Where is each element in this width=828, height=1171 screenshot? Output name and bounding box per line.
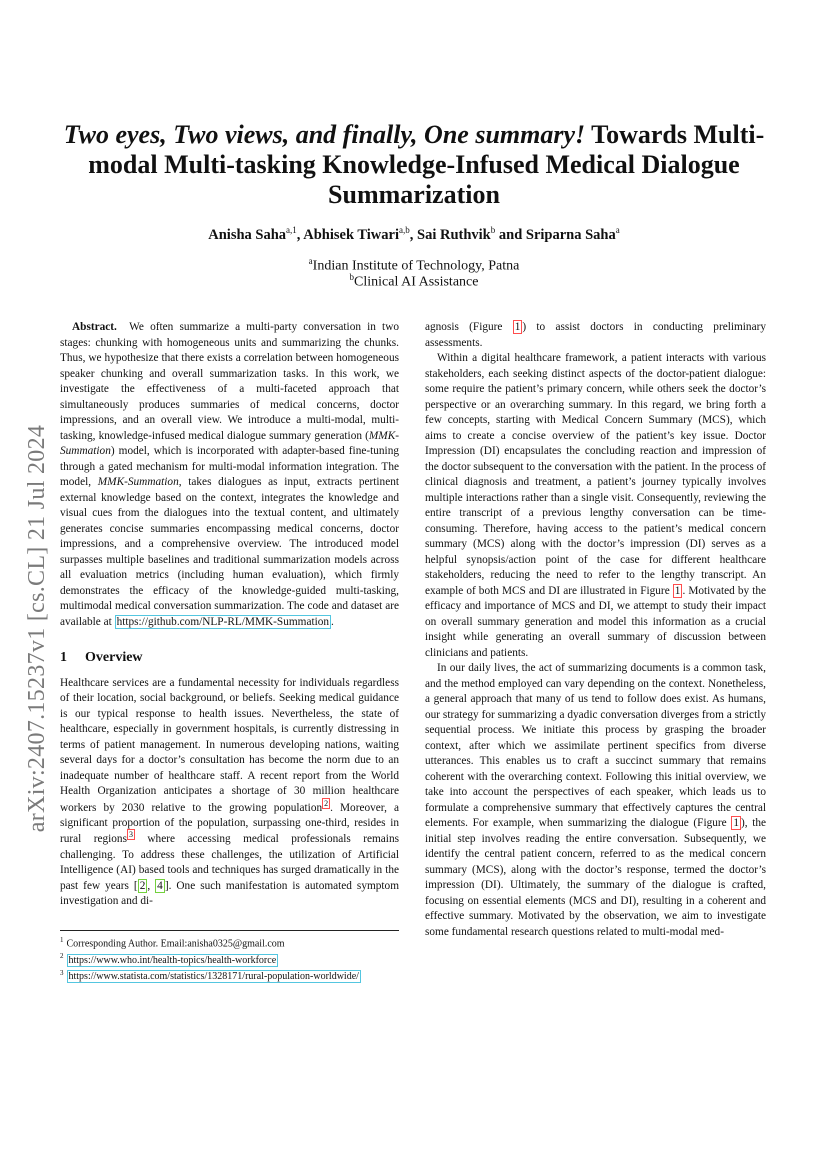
abstract-label: Abstract. xyxy=(72,321,117,333)
author-list: Anisha Saha$^{a,1}$, Abhisek Tiwari$^{a,b}$, Sai Ruthvik$^b$ and Sriparna Saha$^a$ xyxy=(208,225,620,243)
author-affil-mark: a xyxy=(615,225,620,235)
author-name: Sai Ruthvik xyxy=(417,226,491,243)
author-name: Anisha Saha xyxy=(208,226,287,243)
paragraph: Within a digital healthcare framework, a patient interacts with various stakeholders, each seeking distinct aspects of the doctor-patient dialogue: some require the patient’s primary concern, while others seek the doctor’s perspective or an overarching summary. In this regard, we bring forth a few concepts, starting with Medical Concern Summary (MCS), which aims to create a concise overview of the patient’s key issue. Doctor Impression (DI) encapsulates the concluding reaction and impression of the doctor subsequent to the conversation with the patient. In the process of clinical diagnosis and treatment, a patient’s journey typically involves multiple interactions rather than a single visit. Consequently, reviewing the entire transcript of a previous lengthy conversation can be time-consuming. Therefore, having access to the patient’s medical concern summary (MCS) along with the doctor’s impression (DI) serves as a helpful synopsis/action point of the case for different healthcare stakeholders, reducing the need to refer to the lengthy transcript. An example of both MCS and DI are illustrated in Figure 1 . Motivated by the efficacy and importance of MCS and DI, we attempt to study their impact on overall summary generation and model this information as a crucial insight while generating an overall summary of discussion between clinicians and patients. xyxy=(425,352,767,659)
author-affil-mark: a,1 xyxy=(286,225,297,235)
author-affil-mark: a,b xyxy=(399,225,410,235)
abstract: Abstract. We often summarize a multi-party conversation in two stages: chunking with homogeneous units and summarizing the chunks. Thus, we hypothesize that there exists a correlation between homogeneous speaker chunking and overall summarization tasks. In this work, we investigate the effectiveness of a multi-faceted approach that simultaneously produces summaries of medical concerns, doctor impressions, and an overall view. We introduce a multi-modal, multi-tasking, knowledge-infused medical dialogue summary generation (MMK-Summation) model, which is incorporated with adapter-based fine-tuning through a gated mechanism for multi-modal information integration. The model, MMK-Summation, takes dialogues as input, extracts pertinent external knowledge based on the context, integrates the knowledge and visual cues from the dialogues into the textual content, and ultimately generates concise summaries encompassing medical concerns, doctor impressions, and a comprehensive overview. The introduced model surpasses multiple baselines and traditional summarization models across all evaluation metrics (including human evaluation), which firmly demonstrates the efficacy of the knowledge-guided multi-tasking, multimodal medical conversation summarization. The code and dataset are available at https://github.com/NLP-RL/MMK-Summation . xyxy=(60,321,400,628)
citation-link[interactable]: 2 xyxy=(139,879,146,892)
title-italic: Two eyes, Two views, and finally, One summary! xyxy=(63,120,586,149)
left-column xyxy=(60,320,399,910)
affiliation-b: $^b$Clinical AI Assistance xyxy=(349,272,479,290)
code-link[interactable]: https://github.com/NLP-RL/MMK-Summation xyxy=(116,615,330,628)
author-affil-mark: b xyxy=(490,225,496,235)
author-name: Abhisek Tiwari xyxy=(303,226,399,243)
footnotes xyxy=(60,930,399,983)
footnote-ref-2[interactable]: 2 xyxy=(324,798,329,808)
footnote: $^3$ https://www.statista.com/statistics/1328171/rural-population-worldwide/ xyxy=(60,968,359,982)
paragraph: In our daily lives, the act of summarizing documents is a common task, and the method employed can vary depending on the context. Nonetheless, a general approach that many of us tend to follow does exist. As humans, our strategy for summarizing a dyadic conversation diverges from a strictly sequential process. We initiate this process by grasping the broader context, after which we assimilate pertinent specifics from diverse utterances. This enables us to craft a succinct summary that remains coherent with the overarching context. Following this initial overview, we take into account the perspectives of each speaker, which leads us to formulate a comprehensive summary that effectively captures the central elements. For example, when summarizing the dialogue (Figure 1 ), the initial step involves reading the entire conversation. Subsequently, we identify the central patient concern, referred to as the medical concern summary (MCS), along with the doctor’s response, termed the doctor’s impression (DI). Ultimately, the summary of the dialogue is crafted, focusing on essential elements (MCS and DI), resulting in a coherent and effective summary. Motivated by the observation, we aim to investigate some fundamental research questions related to multi-modal med- xyxy=(425,662,766,938)
footnote-link[interactable]: https://www.statista.com/statistics/1328171/rural-population-worldwide/ xyxy=(68,970,359,982)
footnote-ref-3[interactable]: 3 xyxy=(128,830,133,840)
figure-ref[interactable]: 1 xyxy=(514,321,521,333)
paper-title xyxy=(60,120,768,210)
footnote: $^2$ https://www.who.int/health-topics/health-workforce xyxy=(60,952,277,966)
arxiv-identifier: arXiv:2407.15237v1 [cs.CL] 21 Jul 2024 xyxy=(24,424,51,832)
author-name: Sriparna Saha xyxy=(525,226,616,243)
footnote-link[interactable]: https://www.who.int/health-topics/health-workforce xyxy=(68,954,277,966)
figure-ref[interactable]: 1 xyxy=(733,817,739,829)
affiliation-a: $^a$Indian Institute of Technology, Patna xyxy=(308,256,520,274)
figure-ref[interactable]: 1 xyxy=(674,584,681,597)
overview-paragraph: Healthcare services are a fundamental necessity for individuals regardless of their location, social background, or beliefs. Seeking medical guidance is our typical response to health issues. Nevertheless, the state of healthcare, especially in government hospitals, is currently distressing in terms of patient management. In numerous developing nations, waiting several days for a doctor’s consultation has become the norm due to an inadequate number of healthcare staff. A recent report from the World Health Organization anticipates a shortage of 30 million healthcare workers by 2030 relative to the growing population $^2$ . Moreover, a significant proportion of the population, surpassing one-third, resides in rural regions $^3$ where accessing medical professionals remains challenging. To address these challenges, the utilization of Artificial Intelligence (AI) based tools and techniques has surged dramatically in the past few years [ 2 , 4 ]. One such manifestation is automated symptom investigation and di- xyxy=(60,676,399,908)
paragraph: agnosis (Figure 1 ) to assist doctors in conducting preliminary assessments. xyxy=(425,321,766,349)
title-rest: Towards Multi-modal Multi-tasking Knowledge-Infused Medical Dialogue Summarization xyxy=(88,120,765,209)
section-heading-overview: 1 Overview xyxy=(60,650,143,665)
footnote: $^1$ Corresponding Author. Email:anisha0325@gmail.com xyxy=(60,936,285,950)
right-column xyxy=(425,320,766,940)
citation-link[interactable]: 4 xyxy=(157,879,163,892)
